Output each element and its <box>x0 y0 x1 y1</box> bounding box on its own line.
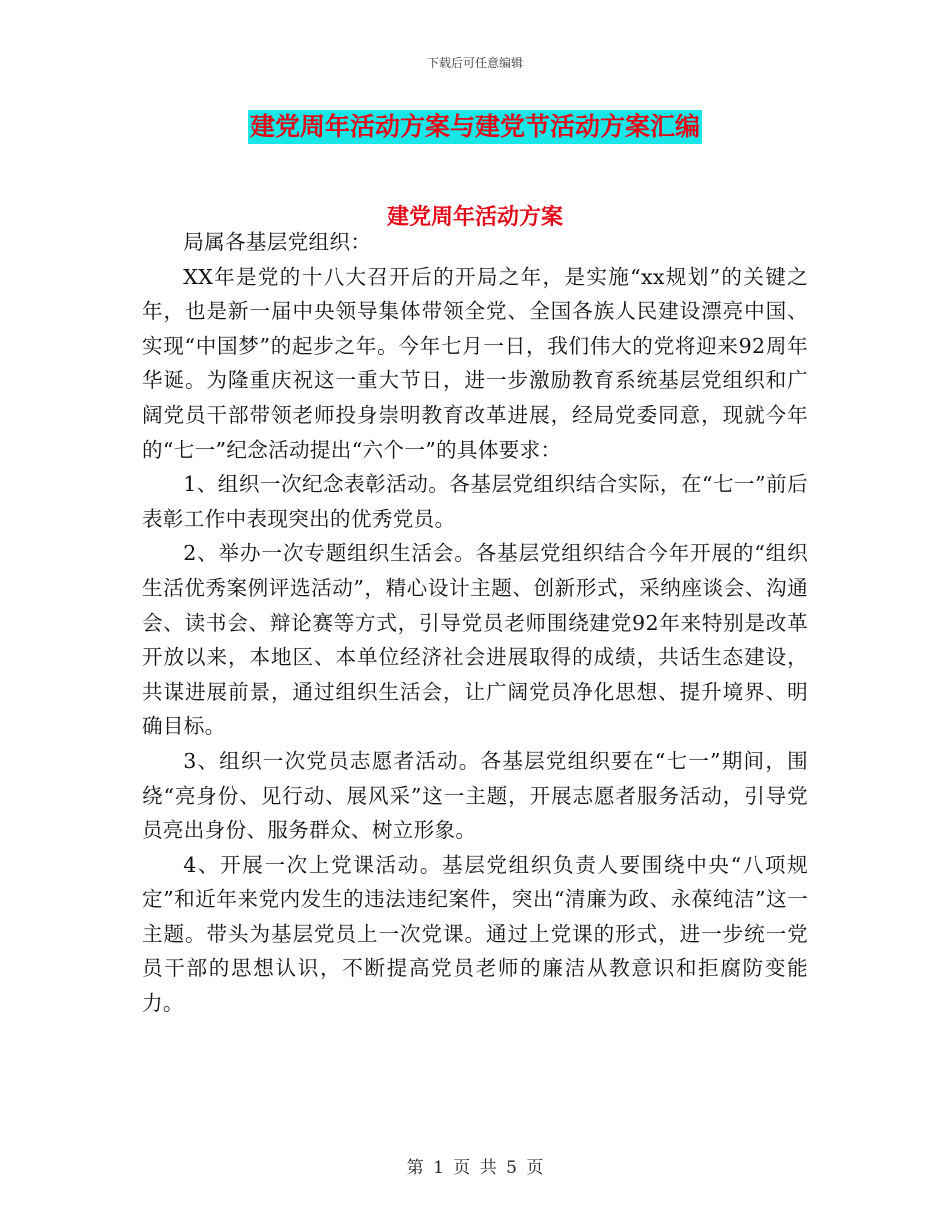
main-title: 建党周年活动方案与建党节活动方案汇编 <box>248 110 702 144</box>
intro-paragraph: XX年是党的十八大召开后的开局之年，是实施“xx规划”的关键之年，也是新一届中央领导集体带领全党、全国各族人民建设漂亮中国、实现“中国梦”的起步之年。今年七月一日，我们伟大的党将迎来92周年华诞。为隆重庆祝这一重大节日，进一步激励教育系统基层党组织和广阔党员干部带领老师投身崇明教育改革进展，经局党委同意，现就今年的“七一”纪念活动提出“六个一”的具体要求： <box>142 264 808 462</box>
page-number-footer: 第 1 页 共 5 页 <box>406 1158 544 1178</box>
main-title-container <box>0 110 950 144</box>
item-1-paragraph: 1、组织一次纪念表彰活动。各基层党组织结合实际，在“七一”前后表彰工作中表现突出的优秀党员。 <box>142 472 808 531</box>
item-3-paragraph: 3、组织一次党员志愿者活动。各基层党组织要在“七一”期间，围绕“亮身份、见行动、展风采”这一主题，开展志愿者服务活动，引导党员亮出身份、服务群众、树立形象。 <box>142 748 808 843</box>
item-2-paragraph: 2、举办一次专题组织生活会。各基层党组织结合今年开展的“组织生活优秀案例评选活动”，精心设计主题、创新形式，采纳座谈会、沟通会、读书会、辩论赛等方式，引导党员老师围绕建党92年来特别是改革开放以来，本地区、本单位经济社会进展取得的成绩，共话生态建设，共谋进展前景，通过组织生活会，让广阔党员净化思想、提升境界、明确目标。 <box>142 541 808 739</box>
section-title: 建党周年活动方案 <box>386 204 563 230</box>
document-body <box>142 225 808 1021</box>
download-note: 下载后可任意编辑 <box>426 56 523 70</box>
item-4-paragraph: 4、开展一次上党课活动。基层党组织负责人要围绕中央“八项规定”和近年来党内发生的违法违纪案件，突出“清廉为政、永葆纯洁”这一主题。带头为基层党员上一次党课。通过上党课的形式，进一步统一党员干部的思想认识，不断提高党员老师的廉洁从教意识和拒腐防变能力。 <box>142 852 808 1016</box>
salutation-paragraph: 局属各基层党组织： <box>183 230 372 254</box>
